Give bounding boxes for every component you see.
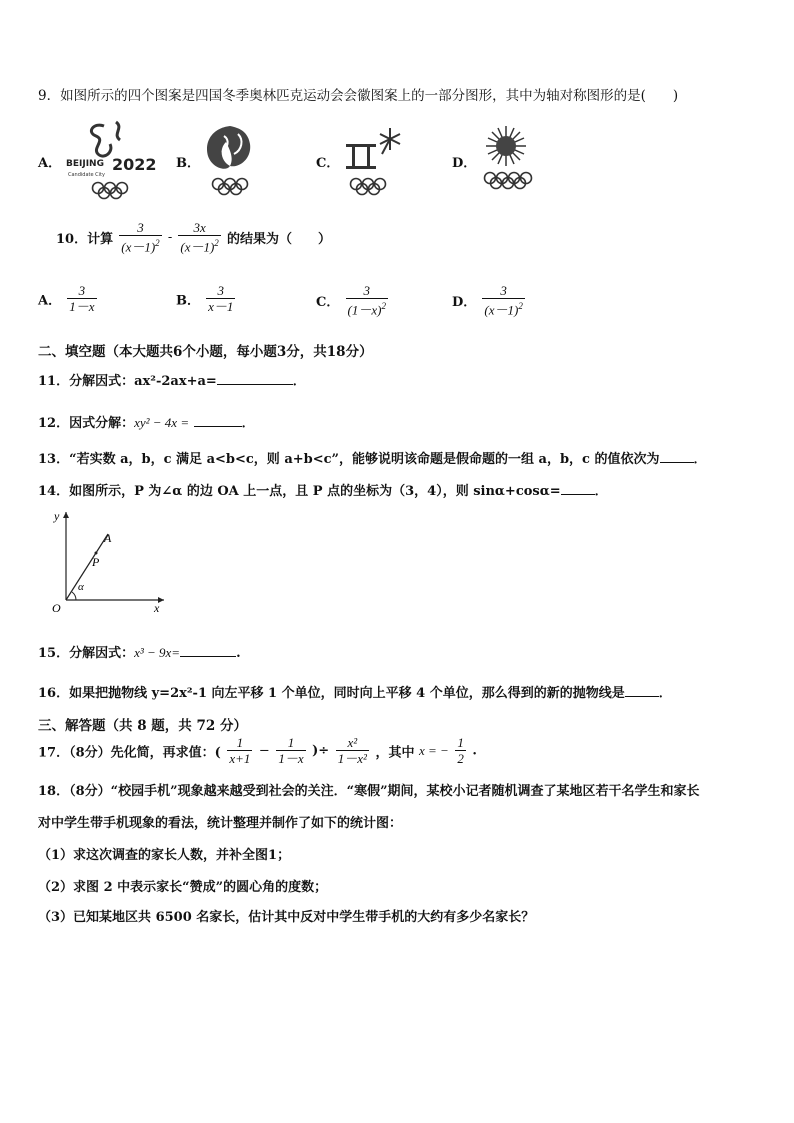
q18-sub-3: （3）已知某地区共 6500 名家长，估计其中反对中学生带手机的大约有多少名家长？ — [38, 910, 535, 925]
q15: 15．分解因式：x³ − 9x= . — [38, 645, 241, 661]
q14-figure — [36, 506, 168, 620]
q10-stem: 10．计算 $\frac{3}{(x-1)^2}$ - $\frac{3x}{(x-1)^2}$ 的结果为（ ） — [56, 220, 331, 255]
origin-label: O — [52, 601, 61, 615]
q10-suffix: 的结果为（ ） — [226, 232, 331, 248]
q9-option-d-label: D． — [452, 156, 477, 171]
q18-line-2: 对中学生带手机现象的看法，统计整理并制作了如下的统计图： — [38, 816, 403, 831]
q10-option-b: B． $\frac{3}{x-1}$ — [176, 283, 234, 314]
logo-text-beijing: BEIJING — [66, 159, 104, 169]
q10-prefix: 10．计算 — [56, 232, 114, 248]
q12: 12．因式分解：xy² − 4x = ． — [38, 415, 255, 431]
y-label: y — [54, 509, 60, 523]
q18-line-1: 18．（8分）“校园手机”现象越来越受到社会的关注．“寒假”期间，某校小记者随机调查了某地区若干名学生和家长 — [38, 784, 700, 799]
q18-sub-1: （1）求这次调查的家长人数，并补全图1； — [38, 848, 291, 863]
snowflake-emblem-icon — [476, 124, 536, 192]
a-label: A — [104, 531, 112, 545]
angle-arc — [72, 592, 76, 600]
q11: 11．分解因式：ax²-2ax+a= ． — [38, 370, 306, 389]
q17: 17．（8分）先化简，再求值：( $\frac{1}{x+1}$ − $\frac{1}{1-x}$ )÷ $\frac{\text{x²}}{\text{1－x²}}$ ，其中 x = − $\frac{1}{2}$ . — [38, 735, 477, 766]
q9-text: 9．如图所示的四个图案是四国冬季奥林匹克运动会会徽图案上的一部分图形，其中为轴对称图形的是( ) — [38, 88, 679, 104]
p-label: P — [92, 555, 100, 569]
q9-option-c-label: C． — [316, 156, 340, 171]
x-label: x — [154, 601, 160, 615]
section-2-heading: 二、填空题（本大题共6个小题，每小题3分，共18分） — [38, 344, 373, 360]
q13: 13．“若实数 a，b，c 满足 a<b<c，则 a+b<c”，能够说明该命题是假命题的一组 a，b，c 的值依次为 ． — [38, 448, 707, 467]
q18-sub-2: （2）求图 2 中表示家长“赞成”的圆心角的度数； — [38, 880, 328, 895]
q10-fraction-2: $\frac{3x}{(x-1)^2}$ — [180, 220, 219, 255]
logo-text-candidate: Candidate City — [68, 172, 105, 178]
q9-option-b-label: B． — [176, 156, 200, 171]
q9-option-a-label: A． — [38, 156, 62, 171]
q10-option-c: C． $\frac{3}{(1-x)^2}$ — [316, 283, 386, 318]
ray-oa — [66, 534, 108, 600]
q16: 16．如果把抛物线 y=2x²-1 向左平移 1 个单位，同时向上平移 4 个单位，那么得到的新的抛物线是 ． — [38, 682, 672, 701]
q10-option-d: D． $\frac{3}{(x-1)^2}$ — [452, 283, 523, 318]
y-axis-arrow-icon — [63, 512, 69, 518]
q10-fraction-1: $\frac{3}{(x-1)^2}$ — [121, 220, 160, 255]
logo-text-2022: 2022 — [112, 155, 157, 174]
section-3-heading: 三、解答题（共 8 题，共 72 分） — [38, 718, 247, 734]
alpha-label: α — [78, 581, 84, 593]
beijing-2022-emblem-icon — [64, 118, 160, 200]
flame-emblem-icon — [200, 122, 260, 198]
gate-star-emblem-icon — [340, 124, 406, 200]
q14: 14．如图所示，P 为∠α 的边 OA 上一点，且 P 点的坐标为（3，4），则 sinα+cosα= ． — [38, 480, 608, 499]
q10-option-a: A． $\frac{3}{1-x}$ — [38, 283, 95, 314]
